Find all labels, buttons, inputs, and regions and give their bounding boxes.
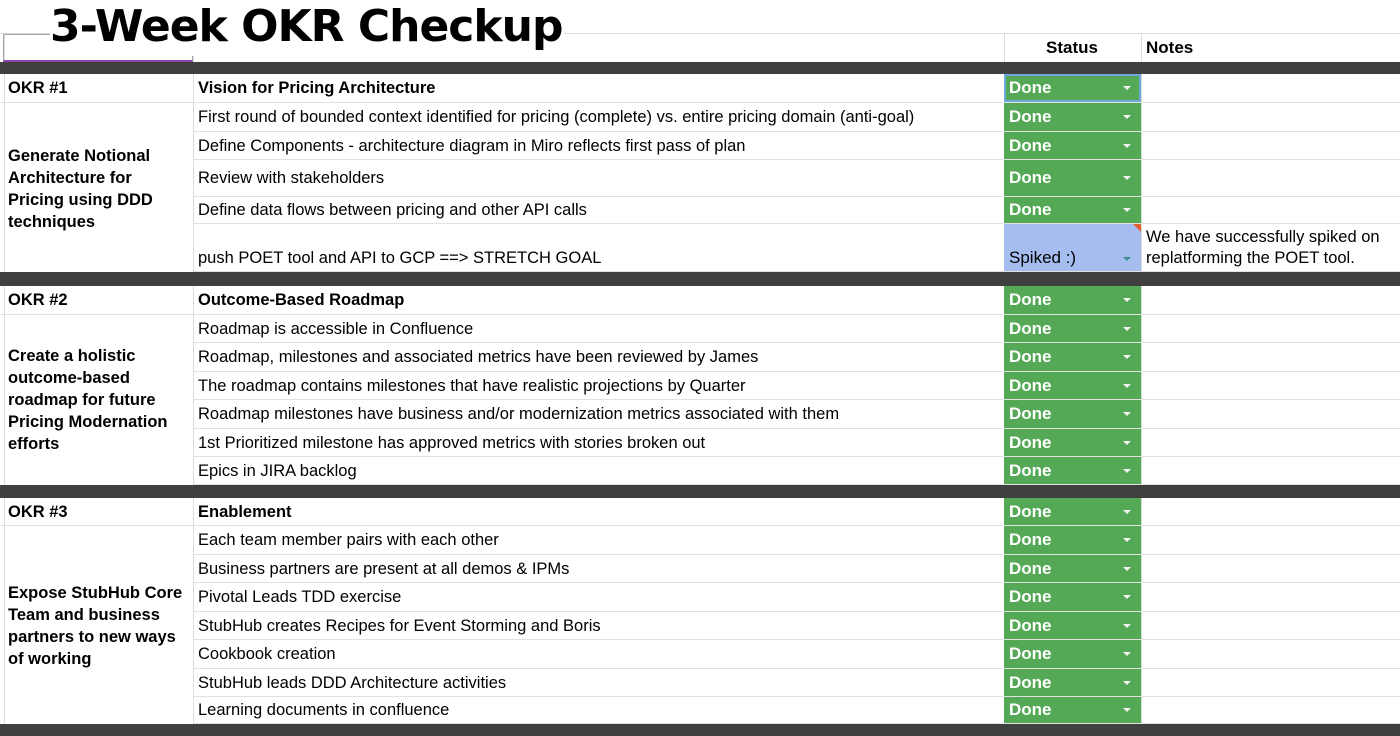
status-dropdown[interactable]	[1004, 315, 1141, 342]
status-dropdown[interactable]	[1004, 429, 1141, 456]
status-value: Done	[1009, 347, 1052, 366]
task-label[interactable]: Business partners are present at all demos & IPMs	[198, 560, 570, 578]
status-value: Done	[1009, 530, 1052, 549]
status-value: Done	[1009, 644, 1052, 663]
okr-heading[interactable]: Enablement	[198, 503, 292, 521]
status-value: Done	[1009, 168, 1052, 187]
task-label[interactable]: Cookbook creation	[198, 645, 336, 663]
status-dropdown[interactable]	[1004, 197, 1141, 223]
task-row	[193, 457, 1400, 485]
task-label[interactable]: Each team member pairs with each other	[198, 531, 499, 549]
page-title: 3-Week OKR Checkup	[50, 0, 564, 56]
chevron-down-icon[interactable]	[1123, 708, 1131, 712]
status-dropdown[interactable]	[1004, 555, 1141, 582]
status-dropdown[interactable]	[1004, 640, 1141, 668]
chevron-down-icon[interactable]	[1123, 384, 1131, 388]
status-value: Done	[1009, 673, 1052, 692]
task-label[interactable]: Define Components - architecture diagram in Miro reflects first pass of plan	[198, 137, 746, 155]
status-dropdown[interactable]	[1004, 160, 1141, 196]
status-dropdown[interactable]	[1004, 400, 1141, 428]
status-value: Spiked :)	[1009, 248, 1077, 267]
status-value: Done	[1009, 78, 1052, 97]
status-dropdown[interactable]	[1004, 498, 1141, 525]
notes-column-header[interactable]: Notes	[1146, 38, 1194, 57]
okr-heading[interactable]: Vision for Pricing Architecture	[198, 79, 436, 97]
chevron-down-icon[interactable]	[1123, 538, 1131, 542]
chevron-down-icon[interactable]	[1123, 652, 1131, 656]
status-value: Done	[1009, 461, 1052, 480]
column-gridline	[4, 34, 5, 736]
okr-description[interactable]: Expose StubHub Core Team and business partners to new ways of working	[8, 584, 183, 668]
chevron-down-icon[interactable]	[1123, 441, 1131, 445]
status-dropdown[interactable]	[1004, 74, 1141, 102]
status-column-header[interactable]: Status	[1046, 38, 1098, 57]
chevron-down-icon[interactable]	[1123, 298, 1131, 302]
task-label[interactable]: Learning documents in confluence	[198, 701, 450, 719]
status-value: Done	[1009, 559, 1052, 578]
status-value: Done	[1009, 376, 1052, 395]
okr-number[interactable]: OKR #1	[8, 79, 68, 97]
task-label[interactable]: Pivotal Leads TDD exercise	[198, 588, 402, 606]
comment-indicator-icon[interactable]	[1133, 224, 1141, 232]
status-value: Done	[1009, 433, 1052, 452]
section-separator	[0, 62, 1400, 74]
status-value: Done	[1009, 404, 1052, 423]
chevron-down-icon[interactable]	[1123, 327, 1131, 331]
chevron-down-icon[interactable]	[1123, 208, 1131, 212]
chevron-down-icon[interactable]	[1123, 469, 1131, 473]
status-dropdown[interactable]	[1004, 103, 1141, 131]
chevron-down-icon[interactable]	[1123, 681, 1131, 685]
okr-number[interactable]: OKR #3	[8, 503, 68, 521]
task-label[interactable]: Roadmap milestones have business and/or modernization metrics associated with them	[198, 405, 840, 423]
status-dropdown[interactable]	[1004, 286, 1141, 314]
task-label[interactable]: First round of bounded context identified for pricing (complete) vs. entire pricing domain (anti-goal)	[198, 108, 915, 126]
status-value: Done	[1009, 319, 1052, 338]
status-value: Done	[1009, 700, 1052, 719]
section-separator	[0, 272, 1400, 286]
task-label[interactable]: Epics in JIRA backlog	[198, 462, 357, 480]
task-label[interactable]: Define data flows between pricing and other API calls	[198, 201, 587, 219]
status-dropdown[interactable]	[1004, 132, 1141, 159]
status-value: Done	[1009, 290, 1052, 309]
okr-heading[interactable]: Outcome-Based Roadmap	[198, 291, 405, 309]
task-label[interactable]: StubHub leads DDD Architecture activities	[198, 674, 507, 692]
status-dropdown[interactable]	[1004, 372, 1141, 399]
task-label[interactable]: Review with stakeholders	[198, 169, 385, 187]
status-value: Done	[1009, 107, 1052, 126]
chevron-down-icon[interactable]	[1123, 115, 1131, 119]
status-dropdown[interactable]	[1004, 457, 1141, 484]
task-label[interactable]: push POET tool and API to GCP ==> STRETCH GOAL	[198, 249, 602, 267]
column-gridline	[193, 34, 194, 736]
status-value: Done	[1009, 502, 1052, 521]
status-value: Done	[1009, 200, 1052, 219]
column-gridline	[1141, 34, 1142, 736]
status-value: Done	[1009, 136, 1052, 155]
chevron-down-icon[interactable]	[1123, 257, 1131, 261]
task-label[interactable]: Roadmap is accessible in Confluence	[198, 320, 474, 338]
chevron-down-icon[interactable]	[1123, 510, 1131, 514]
status-dropdown[interactable]	[1004, 224, 1141, 271]
task-label[interactable]: StubHub creates Recipes for Event Storming and Boris	[198, 617, 601, 635]
status-dropdown[interactable]	[1004, 526, 1141, 554]
task-row	[193, 640, 1400, 669]
chevron-down-icon[interactable]	[1123, 144, 1131, 148]
okr-description[interactable]: Generate Notional Architecture for Pricing using DDD techniques	[8, 147, 153, 231]
status-dropdown[interactable]	[1004, 612, 1141, 639]
task-note[interactable]: We have successfully spiked on replatforming the POET tool.	[1146, 228, 1380, 267]
chevron-down-icon[interactable]	[1123, 624, 1131, 628]
okr-description[interactable]: Create a holistic outcome-based roadmap for future Pricing Modernation efforts	[8, 347, 168, 453]
chevron-down-icon[interactable]	[1123, 567, 1131, 571]
status-value: Done	[1009, 616, 1052, 635]
status-dropdown[interactable]	[1004, 343, 1141, 371]
status-dropdown[interactable]	[1004, 669, 1141, 696]
chevron-down-icon[interactable]	[1123, 595, 1131, 599]
okr-number[interactable]: OKR #2	[8, 291, 68, 309]
section-separator	[0, 724, 1400, 736]
chevron-down-icon[interactable]	[1123, 412, 1131, 416]
chevron-down-icon[interactable]	[1123, 176, 1131, 180]
status-dropdown[interactable]	[1004, 583, 1141, 611]
section-separator	[0, 485, 1400, 498]
status-dropdown[interactable]	[1004, 697, 1141, 723]
task-label[interactable]: Roadmap, milestones and associated metrics have been reviewed by James	[198, 348, 759, 366]
task-label[interactable]: 1st Prioritized milestone has approved metrics with stories broken out	[198, 434, 706, 452]
chevron-down-icon[interactable]	[1123, 355, 1131, 359]
task-label[interactable]: The roadmap contains milestones that have realistic projections by Quarter	[198, 377, 746, 395]
status-value: Done	[1009, 587, 1052, 606]
chevron-down-icon[interactable]	[1123, 86, 1131, 90]
